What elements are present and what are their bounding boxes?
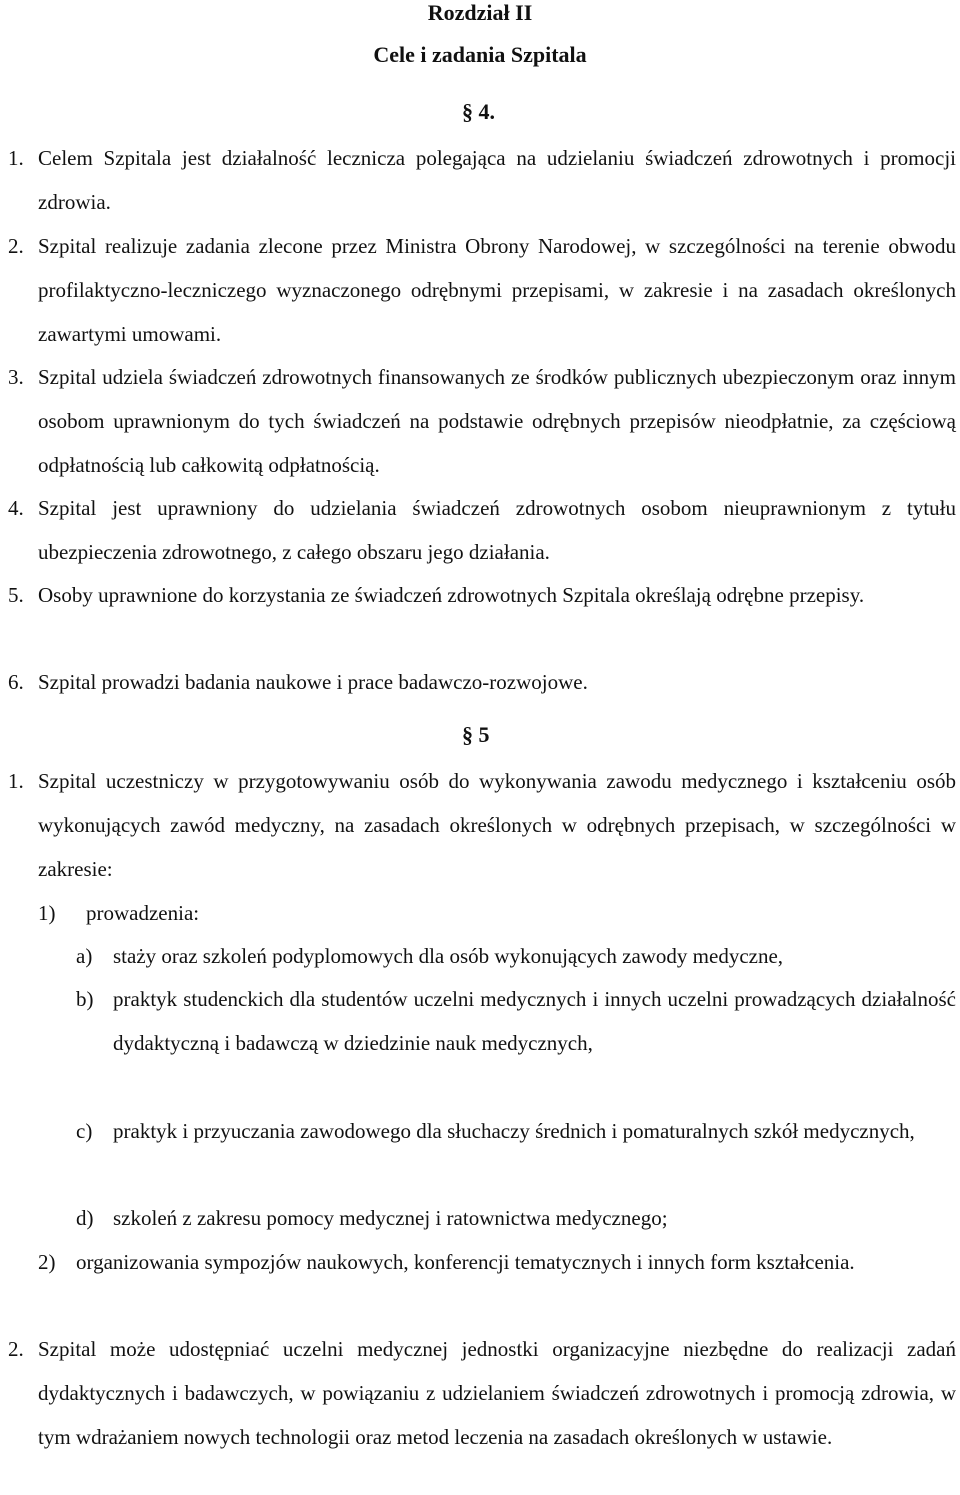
subitem-number: 2)	[38, 1250, 56, 1274]
letter-number: d)	[76, 1206, 94, 1230]
paragraph-text: Szpital udziela świadczeń zdrowotnych finansowanych ze środków publicznych ubezpieczonym oraz innym osobom uprawnionym do tych świadczeń na podstawie odrębnych przepisów nieodpłatnie, za częściową odpłatnością lub całkowitą odpłatnością.	[38, 365, 956, 477]
paragraph-number: 6.	[8, 670, 24, 694]
subitem-letter-a	[76, 934, 956, 978]
subitem-letter-b	[76, 977, 956, 1065]
paragraph-text: Osoby uprawnione do korzystania ze świadczeń zdrowotnych Szpitala określają odrębne przepisy.	[38, 583, 865, 607]
letter-text: szkoleń z zakresu pomocy medycznej i ratownictwa medycznego;	[113, 1206, 668, 1230]
section-5-paragraph-1	[8, 759, 956, 891]
section-5-mark: § 5	[462, 722, 490, 747]
section-4-paragraph-1	[8, 136, 956, 224]
letter-text: praktyk studenckich dla studentów uczelni medycznych i innych uczelni prowadzących działalność dydaktyczną i badawczą w dziedzinie nauk medycznych,	[113, 987, 956, 1055]
subitem-2	[38, 1240, 956, 1284]
letter-text: praktyk i przyuczania zawodowego dla słuchaczy średnich i pomaturalnych szkół medycznych,	[113, 1119, 915, 1143]
paragraph-number: 2.	[8, 234, 24, 258]
paragraph-number: 1.	[8, 146, 24, 170]
subitem-number: 1)	[38, 901, 56, 925]
section-4-mark: § 4.	[462, 99, 495, 124]
chapter-title: Rozdział II	[427, 0, 533, 25]
paragraph-text: Szpital prowadzi badania naukowe i prace badawczo-rozwojowe.	[38, 670, 588, 694]
letter-text: staży oraz szkoleń podyplomowych dla osób wykonujących zawody medyczne,	[113, 944, 784, 968]
section-4-paragraph-6	[8, 660, 956, 704]
paragraph-number: 3.	[8, 365, 24, 389]
subitem-text: organizowania sympozjów naukowych, konferencji tematycznych i innych form kształcenia.	[76, 1250, 855, 1274]
section-4-paragraph-5	[8, 573, 956, 617]
section-4-paragraph-3	[8, 355, 956, 487]
letter-number: b)	[76, 987, 94, 1011]
subitem-letter-c	[76, 1109, 956, 1153]
subitem-letter-d	[76, 1196, 956, 1240]
chapter-subtitle: Cele i zadania Szpitala	[373, 42, 587, 67]
paragraph-text: Celem Szpitala jest działalność lecznicza polegająca na udzielaniu świadczeń zdrowotnych i promocji zdrowia.	[38, 146, 956, 214]
subitem-1	[38, 891, 438, 935]
paragraph-number: 2.	[8, 1337, 24, 1361]
letter-number: c)	[76, 1119, 93, 1143]
paragraph-number: 5.	[8, 583, 24, 607]
paragraph-text: Szpital realizuje zadania zlecone przez Ministra Obrony Narodowej, w szczególności na terenie obwodu profilaktyczno-leczniczego wyznaczonego odrębnymi przepisami, w zakresie i na zasadach określonych zawartymi umowami.	[38, 234, 956, 346]
subitem-text: prowadzenia:	[86, 901, 200, 925]
letter-number: a)	[76, 944, 93, 968]
paragraph-number: 4.	[8, 496, 24, 520]
paragraph-text: Szpital jest uprawniony do udzielania świadczeń zdrowotnych osobom nieuprawnionym z tytułu ubezpieczenia zdrowotnego, z całego obszaru jego działania.	[38, 496, 956, 564]
paragraph-text: Szpital może udostępniać uczelni medycznej jednostki organizacyjne niezbędne do realizacji zadań dydaktycznych i badawczych, w powiązaniu z udzielaniem świadczeń zdrowotnych i promocją zdrowia, w tym wdrażaniem nowych technologii oraz metod leczenia na zasadach określonych w ustawie.	[38, 1337, 956, 1449]
paragraph-text: Szpital uczestniczy w przygotowywaniu osób do wykonywania zawodu medycznego i kształceniu osób wykonujących zawód medyczny, na zasadach określonych w odrębnych przepisach, w szczególności w zakresie:	[38, 769, 956, 881]
paragraph-number: 1.	[8, 769, 24, 793]
section-4-paragraph-4	[8, 486, 956, 574]
section-5-paragraph-2	[8, 1327, 956, 1459]
section-4-paragraph-2	[8, 224, 956, 356]
